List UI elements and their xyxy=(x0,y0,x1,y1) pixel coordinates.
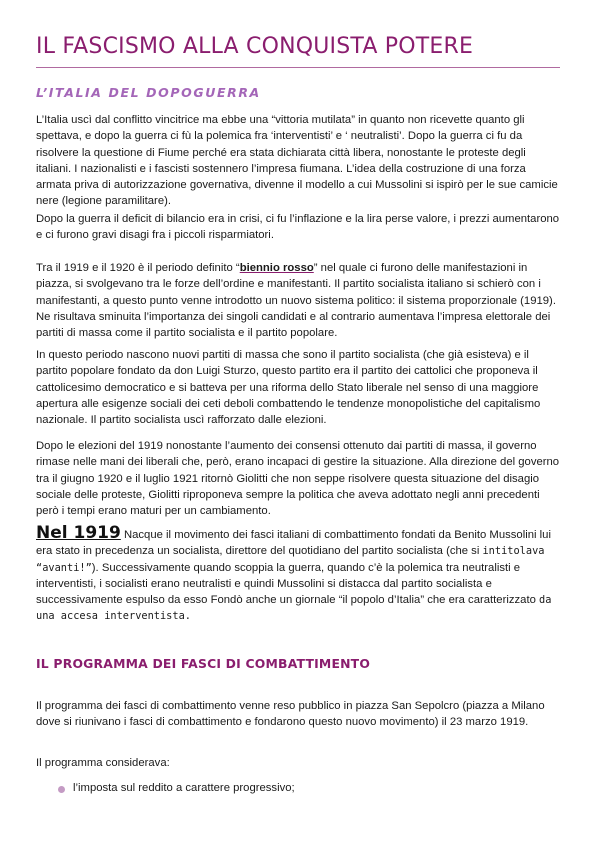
section-heading-dopoguerra: L’ITALIA DEL DOPOGUERRA xyxy=(36,85,261,100)
paragraph-6-text-2: ). Successivamente quando scoppia la guerra, quando c’è la polemica tra neutralisti e interventisti, i socialisti erano neutralisti e quindi Mussolini si distacca dal partito socialista e successivamente espulso da esso Fondò anche un giornale “il popolo d’Italia” che era caratterizzato xyxy=(36,561,539,607)
paragraph-6-mono-2: da una accesa interventista. xyxy=(36,594,552,623)
paragraph-4: In questo periodo nascono nuovi partiti di massa che sono il partito socialista (che già esisteva) e il partito popolare fondato da don Luigi Sturzo, questo partito era il partito dei cattolici che proponeva il cattolicesimo democratico e si batteva per una riforma dello Stato liberale nel senso di una maggiore apertura alle esigenze sociali dei ceti deboli combattendo le tendenze monopolistiche del capitalismo nazionale. Il partito socialista uscì rafforzato dalle elezioni. xyxy=(36,349,541,427)
page-title: IL FASCISMO ALLA CONQUISTA POTERE xyxy=(36,34,474,59)
paragraph-8: Il programma considerava: xyxy=(36,757,170,769)
paragraph-6-text-1: Nacque il movimento dei fasci italiani di combattimento fondati da Benito Mussolini lui era stato in precedenza un socialista, direttore del quotidiano del partito socialista (che si xyxy=(36,529,551,558)
paragraph-6-mono-1: intitolava “avanti!” xyxy=(36,545,545,574)
paragraph-3-after: ” nel quale ci furono delle manifestazioni in piazza, si svolgevano tra le forze dell’ordine e manifestanti. Il partito socialista italiano si schierò con i manifestanti, a questo punto venne introdotto un nuovo sistema politico: il sistema proporzionale (1919). Ne risultava sminuita l’importanza dei singoli candidati e al contrario aumentava l’impresa elettorale dei partiti di massa come il partito socialista e il partito popolare. xyxy=(36,262,556,340)
paragraph-7: Il programma dei fasci di combattimento venne reso pubblico in piazza San Sepolcro (piazza a Milano dove si riunivano i fasci di combattimento e fondarono questo nuovo movimento) il 23 marzo 1919. xyxy=(36,700,545,729)
paragraph-5: Dopo le elezioni del 1919 nonostante l’aumento dei consensi ottenuto dai partiti di massa, il governo rimase nelle mani dei liberali che, però, erano incapaci di gestire la situazione. Alla direzione del governo tra il giugno 1920 e il luglio 1921 ritornò Giolitti che non seppe risolvere questa situazione del disagio sociale delle proteste, Giolitti riproponeva sempre la politica che aveva adottato negli anni precedenti però i tempi erano maturi per un cambiamento. xyxy=(36,440,560,518)
bullet-dot-icon xyxy=(58,786,65,793)
paragraph-6 xyxy=(36,525,560,625)
paragraph-3-before: Tra il 1919 e il 1920 è il periodo definito “ xyxy=(36,262,240,274)
paragraph-3 xyxy=(36,260,560,341)
paragraph-2: Dopo la guerra il deficit di bilancio era in crisi, ci fu l’inflazione e la lira perse valore, i prezzi aumentarono e ci furono gravi disagi fra i piccoli risparmiatori. xyxy=(36,213,560,242)
title-divider xyxy=(36,67,560,68)
nel-1919-heading: Nel 1919 xyxy=(36,523,121,543)
list-item: l’imposta sul reddito a carattere progressivo; xyxy=(73,782,295,794)
paragraph-1: L’Italia uscì dal conflitto vincitrice ma ebbe una “vittoria mutilata” in quanto non ricevette quanto gli spettava, e dopo la guerra ci fù la polemica fra ‘interventisti’ e ‘ neutralisti’. Dopo la guerra ci fu da risolvere la questione di Fiume perché era stata dichiarata città libera, nonostante le proteste degli italiani. I nazionalisti e i fascisti sostennero l’impresa fiumana. L’idea della costruzione di una forza armata priva di autorizzazione governativa, divenne il modello a cui Mussolini si ispirò per le sue camicie nere (legione paramilitare). xyxy=(36,114,558,208)
section-heading-programma: IL PROGRAMMA DEI FASCI DI COMBATTIMENTO xyxy=(36,656,371,671)
biennio-rosso-term: biennio rosso xyxy=(239,262,314,274)
